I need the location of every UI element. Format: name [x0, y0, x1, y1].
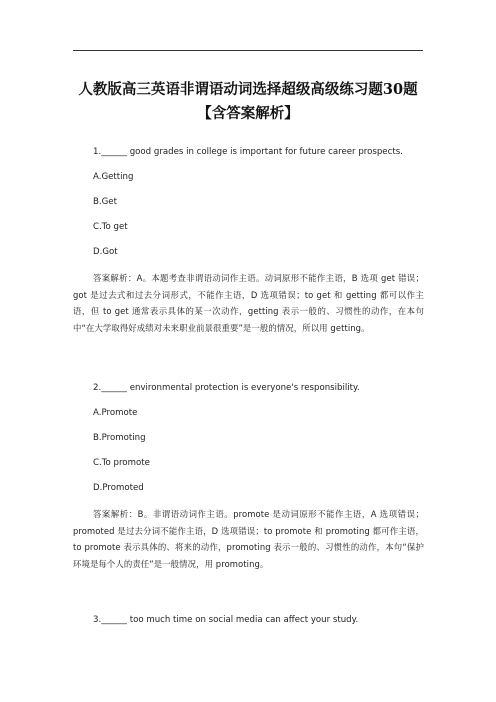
question-1-option-b: B.Get	[93, 197, 117, 207]
question-2-option-c: C.To promote	[93, 458, 150, 468]
question-1-option-c: C.To get	[93, 222, 128, 232]
header-rule	[73, 50, 423, 51]
question-2-option-a: A.Promote	[93, 408, 138, 418]
question-2-option-b: B.Promoting	[93, 433, 146, 443]
question-1-option-a: A.Getting	[93, 172, 134, 182]
question-3-stem: 3.______ too much time on social media can affect your study.	[93, 615, 359, 625]
question-1-stem: 1.______ good grades in college is important for future career prospects.	[93, 147, 403, 157]
question-2-option-d: D.Promoted	[93, 483, 144, 493]
question-2-explanation: 答案解析：B。非谓语动词作主语。promote 是动词原形不能作主语，A 选项错误；promoted 是过去分词不能作主语，D 选项错误；to promote 和 promoting 都可作主语，to promote 表示具体的、将来的动作，promoting 表示一般的、习惯性的动作，本句“保护环境是每个人的责任”是一般情况，用 promoting。	[73, 509, 424, 569]
page-title: 人教版高三英语非谓语动词选择超级高级练习题30题【含答案解析】	[78, 81, 418, 122]
question-1-explanation: 答案解析：A。本题考查非谓语动词作主语。动词原形不能作主语，B 选项 get 错误；got 是过去式和过去分词形式，不能作主语，D 选项错误；to get 和 getting 都可以作主语，但 to get 通常表示具体的某一次动作，getting 表示一般的、习惯性的动作，在本句中“在大学取得好成绩对未来职业前景很重要”是一般的情况，所以用 getting。	[73, 273, 424, 333]
question-1-option-d: D.Got	[93, 247, 118, 257]
question-2-stem: 2.______ environmental protection is everyone's responsibility.	[93, 383, 360, 393]
